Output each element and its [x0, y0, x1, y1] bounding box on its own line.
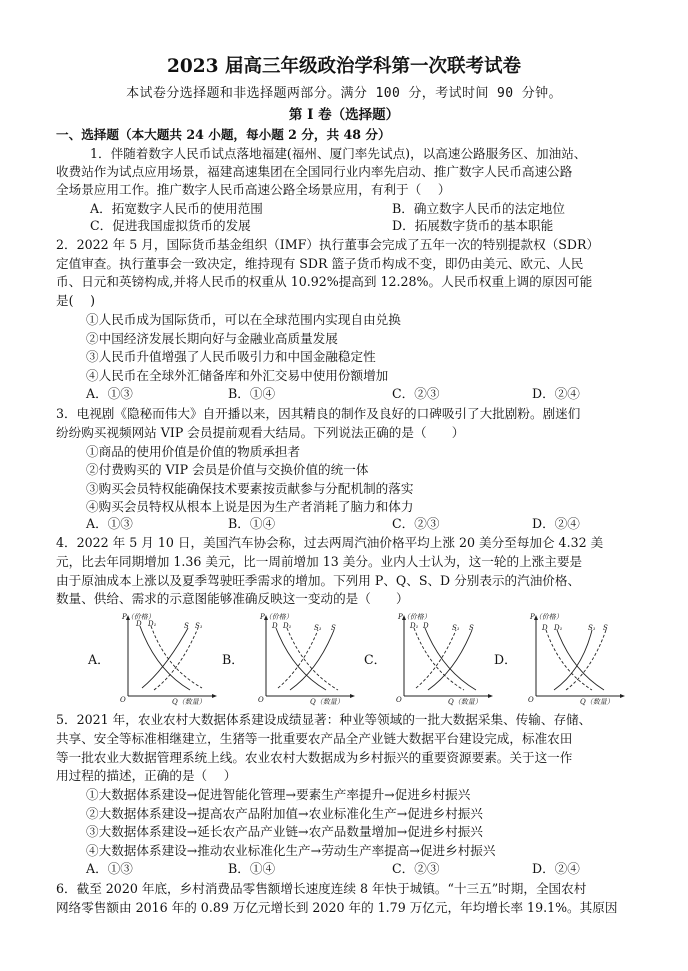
q5-line: 等一批农业大数据管理系统上线。农业农村大数据成为乡村振兴的重要资源要素。关于这一作 — [56, 750, 573, 765]
origin-label: O — [258, 696, 264, 704]
q5-line: 5．2021 年，农业农村大数据体系建设成绩显著：种业等领域的一批大数据采集、传输、存储、 — [56, 712, 592, 727]
q3-option-a[interactable]: A．①③ — [86, 516, 133, 531]
x-axis-arrow — [350, 694, 355, 698]
label-s: S — [331, 624, 336, 632]
supply-demand-diagram-a — [118, 612, 218, 704]
axis-label-q: Q（数量） — [448, 698, 482, 706]
q4-option-a[interactable]: A． — [88, 652, 110, 667]
q2-line: 定值审查。执行董事会一致决定，维持现有 SDR 篮子货币构成不变，即仍由美元、欧元、人民 — [56, 256, 584, 271]
q3-line: 3．电视剧《隐秘而伟大》自开播以来，因其精良的制作及良好的口碑吸引了大批剧粉。剧迷们 — [56, 406, 581, 421]
label-s1: S₁ — [314, 624, 322, 632]
q4-line: 数量、供给、需求的示意图能够准确反映这一变动的是（ ） — [56, 591, 409, 606]
q5-line: 用过程的描述，正确的是（ ） — [56, 768, 237, 783]
demand-curve-d — [140, 626, 190, 690]
q4-option-c[interactable]: C． — [364, 652, 387, 667]
label-s: S — [469, 624, 474, 632]
axis-label-p: P（价格） — [260, 613, 293, 621]
origin-label: O — [120, 696, 126, 704]
q2-item: ①人民币成为国际货币，可以在全球范围内实现自由兑换 — [86, 312, 401, 327]
supply-curve-s — [290, 630, 334, 690]
demand-curve-d — [546, 630, 592, 690]
q5-option-b[interactable]: B．①④ — [228, 861, 276, 876]
q4-option-d[interactable]: D． — [494, 652, 517, 667]
label-s1: S₁ — [452, 624, 460, 632]
q2-item: ④人民币在全球外汇储备库和外汇交易中使用份额增加 — [86, 368, 389, 383]
q5-option-d[interactable]: D．②④ — [532, 861, 580, 876]
label-s: S — [184, 622, 189, 630]
axis-label-p: P（价格） — [122, 613, 155, 621]
supply-curve-s1 — [416, 630, 456, 688]
axis-label-q: Q（数量） — [580, 698, 614, 706]
q1-option-c[interactable]: C．促进我国虚拟货币的发展 — [90, 218, 251, 233]
axis-label-p: P（价格） — [398, 613, 431, 621]
q3-line: 纷纷购买视频网站 VIP 会员提前观看大结局。下列说法正确的是（ ） — [56, 425, 465, 440]
q1-option-d[interactable]: D．拓展数字货币的基本职能 — [392, 218, 554, 233]
label-s1: S₁ — [588, 624, 596, 632]
q3-item: ①商品的使用价值是价值的物质承担者 — [86, 444, 301, 459]
q6-line: 6．截至 2020 年底，乡村消费品零售额增长速度连续 8 年快于城镇。“十三五”时期，全国农村 — [56, 881, 587, 896]
exam-subtitle: 本试卷分选择题和非选择题两部分。满分 100 分，考试时间 90 分钟。 — [126, 86, 562, 101]
q2-line: 2．2022 年 5 月，国际货币基金组织（IMF）执行董事会完成了五年一次的特别提款权（SDR） — [56, 237, 600, 252]
x-axis-arrow — [212, 694, 217, 698]
q5-item: ③大数据体系建设→延长农产品产业链→农产品数量增加→促进乡村振兴 — [86, 824, 483, 839]
q6-line: 网络零售额由 2016 年的 0.89 万亿元增长到 2020 年的 1.79 万亿元，年均增长率 19.1%。其原因 — [56, 900, 618, 915]
q3-item: ③购买会员特权能确保技术要素按贡献参与分配机制的落实 — [86, 481, 414, 496]
q5-option-c[interactable]: C．②③ — [392, 861, 440, 876]
q4-line: 由于原油成本上涨以及夏季驾驶旺季需求的增加。下列用 P、Q、S、D 分别表示的汽油价格、 — [56, 573, 581, 588]
q3-item: ④购买会员特权从根本上说是因为生产者消耗了脑力和体力 — [86, 499, 414, 514]
q2-option-c[interactable]: C．②③ — [392, 386, 440, 401]
q2-item: ②中国经济发展长期向好与金融业高质量发展 — [86, 331, 338, 346]
exam-title: 2023 届高三年级政治学科第一次联考试卷 — [167, 56, 521, 77]
demand-curve-d1 — [151, 626, 202, 688]
supply-demand-diagram-b — [256, 612, 356, 704]
x-axis-arrow — [488, 694, 493, 698]
q3-option-c[interactable]: C．②③ — [392, 516, 440, 531]
q5-item: ①大数据体系建设→促进智能化管理→要素生产率提升→促进乡村振兴 — [86, 787, 471, 802]
label-d1: D₁ — [554, 624, 563, 632]
origin-label: O — [528, 696, 534, 704]
section-heading: 一、选择题（本大题共 24 小题，每小题 2 分，共 48 分） — [56, 127, 391, 142]
axis-label-q: Q（数量） — [310, 698, 344, 706]
label-d: D — [423, 622, 429, 630]
q3-option-b[interactable]: B．①④ — [228, 516, 276, 531]
supply-demand-diagram-d — [526, 612, 626, 704]
label-d1: D₁ — [148, 620, 157, 628]
q5-item: ②大数据体系建设→提高农产品附加值→农业标准化生产→促进乡村振兴 — [86, 806, 483, 821]
label-s1: S₁ — [195, 622, 203, 630]
q5-option-a[interactable]: A．①③ — [86, 861, 133, 876]
q4-line: 元，比去年同期增加 1.36 美元，比一周前增加 13 美分。业内人士认为，这一轮的上涨主要是 — [56, 554, 583, 569]
label-s: S — [603, 624, 608, 632]
q2-line: 币、日元和英镑构成,并将人民币的权重从 10.92%提高到 12.28%。人民币权重上调的原因可能 — [56, 274, 593, 289]
q2-option-d[interactable]: D．②④ — [532, 386, 580, 401]
q1-line: 全场景应用工作。推广数字人民币高速公路全场景应用，有利于（ ） — [56, 182, 451, 197]
q1-line: 收费站作为试点应用场景，福建高速集团在全国同行业内率先启动、推广数字人民币高速公路 — [56, 164, 573, 179]
q3-option-d[interactable]: D．②④ — [532, 516, 580, 531]
q3-item: ②付费购买的 VIP 会员是价值与交换价值的统一体 — [86, 462, 369, 477]
supply-curve-s — [428, 630, 472, 690]
q2-option-b[interactable]: B．①④ — [228, 386, 276, 401]
q1-option-a[interactable]: A．拓宽数字人民币的使用范围 — [90, 201, 263, 216]
q4-option-b[interactable]: B． — [222, 652, 244, 667]
q1-line: 1．伴随着数字人民币试点落地福建(福州、厦门率先试点)，以高速公路服务区、加油站、 — [90, 146, 587, 161]
origin-label: O — [396, 696, 402, 704]
part-heading: 第 I 卷（选择题） — [288, 107, 400, 123]
label-d1: D₁ — [283, 622, 292, 630]
q4-line: 4．2022 年 5 月 10 日，美国汽车协会称，过去两周汽油价格平均上涨 20 美分至每加仑 4.32 美 — [56, 535, 604, 550]
q2-option-a[interactable]: A．①③ — [86, 386, 133, 401]
label-d1: D₁ — [410, 622, 419, 630]
label-d: D — [136, 620, 142, 628]
q2-item: ③人民币升值增强了人民币吸引力和中国金融稳定性 — [86, 349, 376, 364]
supply-demand-diagram-c — [394, 612, 494, 704]
q5-item: ④大数据体系建设→推动农业标准化生产→劳动生产率提高→促进乡村振兴 — [86, 843, 496, 858]
q5-line: 共享、安全等标准相继建立，生猪等一批重要农产品全产业链大数据平台建设完成，标准农田 — [56, 731, 573, 746]
axis-label-p: P（价格） — [530, 613, 563, 621]
supply-curve-s — [142, 628, 188, 688]
x-axis-arrow — [620, 694, 625, 698]
q2-line: 是( ) — [56, 293, 96, 308]
supply-curve-s1 — [278, 630, 318, 688]
label-d: D — [272, 622, 278, 630]
demand-curve-d — [425, 628, 476, 690]
label-d: D — [542, 624, 548, 632]
q1-option-b[interactable]: B．确立数字人民币的法定地位 — [392, 201, 565, 216]
axis-label-q: Q（数量） — [172, 698, 206, 706]
